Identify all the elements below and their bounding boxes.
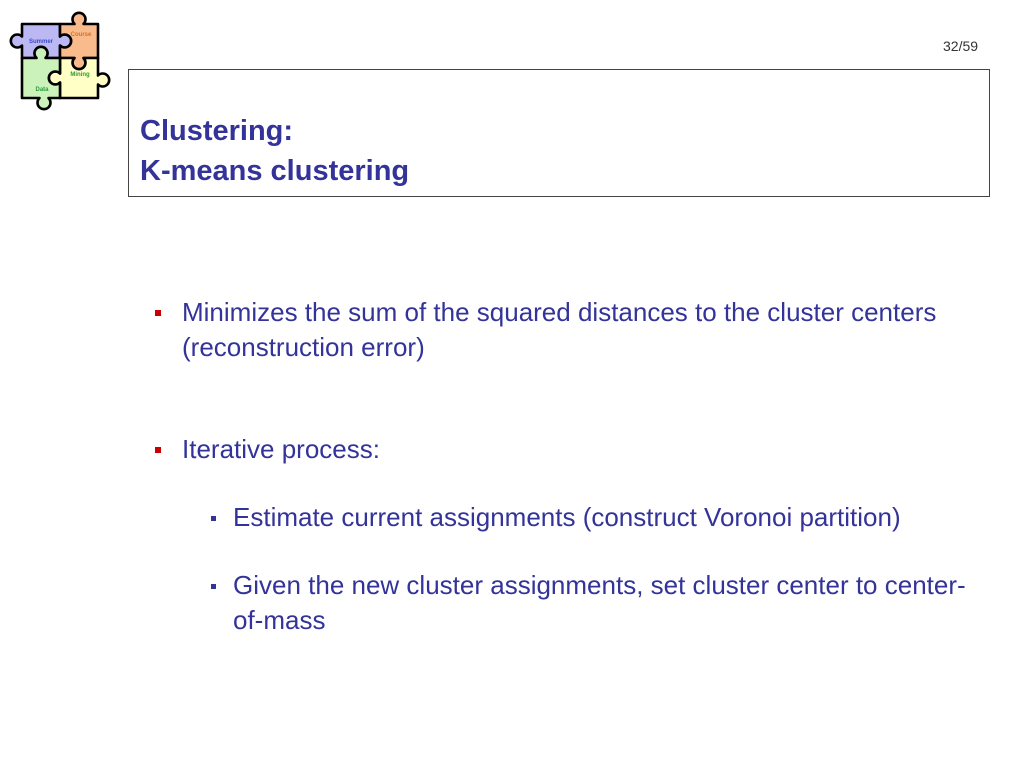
puzzle-label-course: Course <box>70 32 92 38</box>
slide-title-line-2: K-means clustering <box>140 155 410 187</box>
puzzle-logo-icon <box>0 0 120 120</box>
slide-title <box>140 111 409 191</box>
sub-bullet-item <box>233 568 973 637</box>
sub-bullet-item <box>233 500 973 535</box>
bullet-item <box>182 295 978 364</box>
puzzle-label-summer: Summer <box>28 39 54 45</box>
bullet-text: Iterative process: <box>182 434 380 464</box>
title-box <box>128 69 990 197</box>
puzzle-label-mining: Mining <box>70 72 90 78</box>
bullet-text: Minimizes the sum of the squared distances to the cluster centers (reconstruction error) <box>182 297 937 362</box>
puzzle-label-data: Data <box>35 87 49 93</box>
sub-bullet-text: Given the new cluster assignments, set cluster center to center-of-mass <box>233 570 966 635</box>
square-bullet-icon <box>211 516 216 521</box>
page-number: 32/59 <box>943 38 979 54</box>
square-bullet-icon <box>211 584 216 589</box>
sub-bullet-text: Estimate current assignments (construct Voronoi partition) <box>233 502 901 532</box>
bullet-item <box>182 432 978 467</box>
square-bullet-icon <box>155 310 161 316</box>
square-bullet-icon <box>155 447 161 453</box>
slide-title-line-1: Clustering: <box>140 115 294 147</box>
